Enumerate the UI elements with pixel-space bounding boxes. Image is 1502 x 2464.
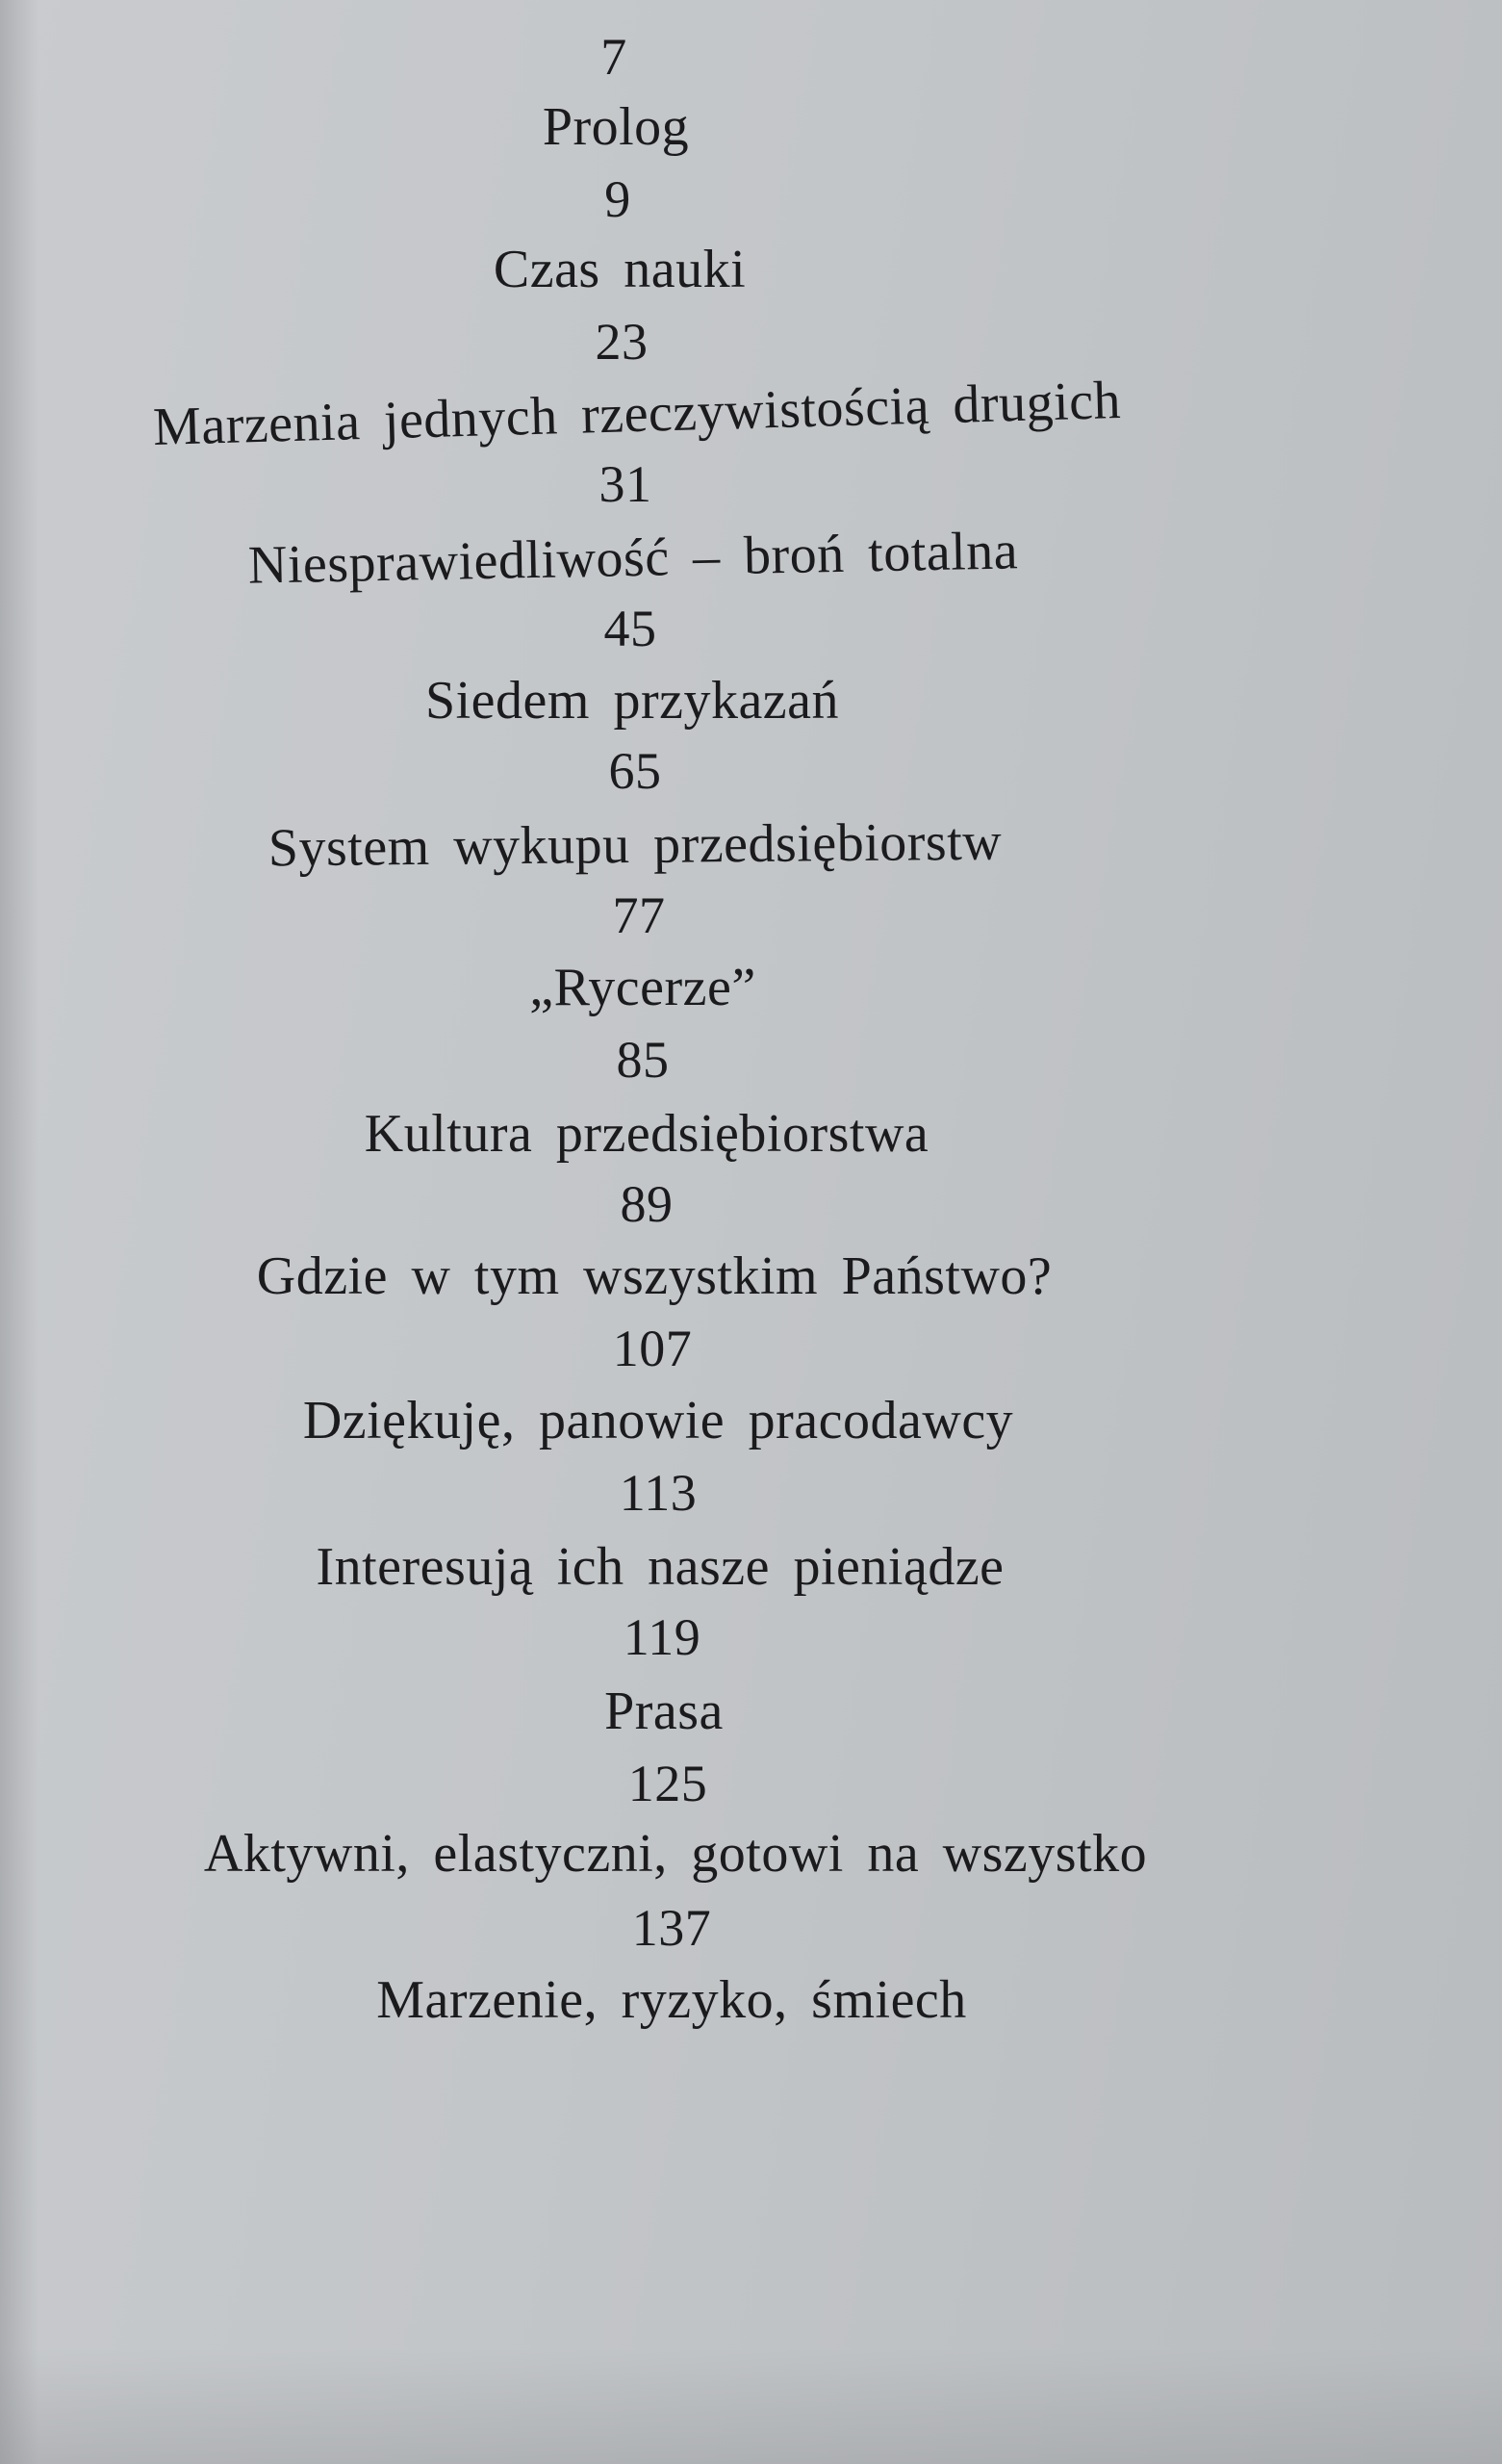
toc-chapter-title: System wykupu przedsiębiorstw — [267, 811, 1003, 879]
toc-chapter-title: Prasa — [604, 1681, 724, 1741]
toc-page-number: 9 — [604, 170, 631, 228]
toc-page-number: 119 — [623, 1608, 701, 1666]
toc-chapter-title: Marzenia jednych rzeczywistością drugich — [152, 370, 1122, 458]
page-edge-shadow — [0, 0, 38, 2464]
toc-chapter-title: „Rycerze” — [529, 958, 756, 1017]
toc-chapter-title: Aktywni, elastyczni, gotowi na wszystko — [203, 1824, 1148, 1884]
page-bottom-shadow — [0, 2348, 1502, 2464]
toc-page-number: 45 — [603, 600, 657, 657]
toc-page-number: 23 — [595, 313, 649, 371]
toc-chapter-title: Interesują ich nasze pieniądze — [316, 1537, 1005, 1597]
toc-page-number: 77 — [612, 886, 666, 944]
toc-chapter-title: Marzenie, ryzyko, śmiech — [376, 1970, 967, 2030]
toc-page-number: 85 — [616, 1031, 670, 1089]
toc-page-number: 113 — [619, 1464, 698, 1522]
toc-chapter-title: Dziękuję, panowie pracodawcy — [302, 1391, 1014, 1450]
toc-page-number: 137 — [631, 1899, 712, 1957]
toc-page-number: 65 — [608, 742, 662, 800]
toc-chapter-title: Kultura przedsiębiorstwa — [364, 1104, 929, 1164]
toc-page-number: 107 — [612, 1320, 693, 1377]
toc-page-number: 31 — [598, 455, 652, 513]
toc-page-number: 7 — [600, 28, 627, 86]
toc-page-number: 125 — [627, 1755, 708, 1812]
toc-chapter-title: Gdzie w tym wszystkim Państwo? — [256, 1246, 1053, 1306]
toc-chapter-title: Prolog — [542, 97, 690, 157]
toc-page-number: 89 — [620, 1175, 674, 1233]
toc-chapter-title: Czas nauki — [493, 240, 747, 299]
toc-chapter-title: Siedem przykazań — [424, 671, 840, 731]
toc-chapter-title: Niesprawiedliwość – broń totalna — [247, 521, 1019, 596]
